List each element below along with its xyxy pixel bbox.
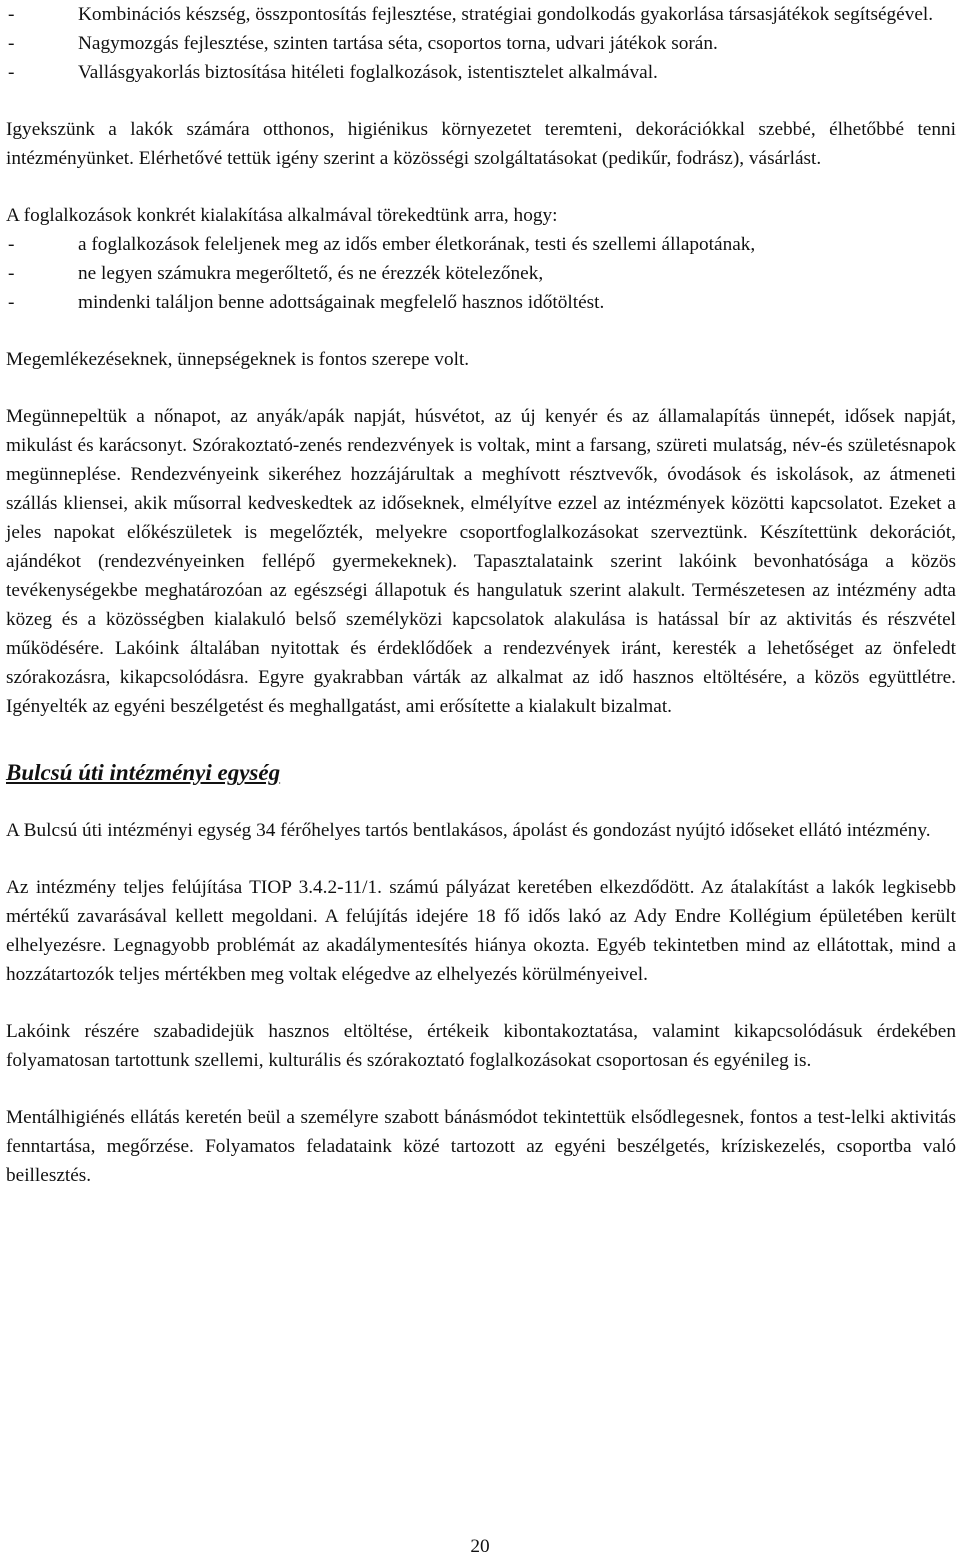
list-item <box>6 29 956 58</box>
document-page <box>6 0 956 1190</box>
list-item <box>6 230 956 259</box>
list-item-text: Vallásgyakorlás biztosítása hitéleti foglalkozások, istentisztelet alkalmával. <box>78 62 658 83</box>
list-item-text: Nagymozgás fejlesztése, szinten tartása séta, csoportos torna, udvari játékok során. <box>78 33 718 54</box>
list-dash: - <box>8 33 15 54</box>
list-dash: - <box>8 62 15 83</box>
paragraph-celebrations: Megemlékezéseknek, ünnepségeknek is fontos szerepe volt. <box>6 349 470 370</box>
paragraph-environment: Igyekszünk a lakók számára otthonos, higiénikus környezetet teremteni, dekorációkkal szebbé, élhetőbbé tenni intézményünket. Elérhetővé tettük igény szerint a közösségi szolgáltatásokat (pedikűr, fodrász), vásárlást. <box>6 119 956 169</box>
list-item <box>6 259 956 288</box>
page-number: 20 <box>470 1536 490 1557</box>
paragraph-goals-intro: A foglalkozások konkrét kialakítása alkalmával törekedtünk arra, hogy: <box>6 205 558 226</box>
list-item-text: mindenki találjon benne adottságainak megfelelő hasznos időtöltést. <box>78 292 605 313</box>
list-dash: - <box>8 4 15 25</box>
activities-list <box>6 0 956 87</box>
paragraph-renovation: Az intézmény teljes felújítása TIOP 3.4.2-11/1. számú pályázat keretében elkezdődött. Az átalakítást a lakók legkisebb mértékű zavarásával kellett megoldani. A felújítás idejére 18 fő idős lakó az Ady Endre Kollégium épületében került elhelyezésre. Legnagyobb problémát az akadálymentesítés hiánya okozta. Egyéb tekintetben mind az ellátottak, mind a hozzátartozók teljes mértékben meg voltak elégedve az elhelyezés körülményeivel. <box>6 877 956 985</box>
list-item-text: a foglalkozások feleljenek meg az idős ember életkorának, testi és szellemi állapotának, <box>78 234 756 255</box>
list-item-text: ne legyen számukra megerőltető, és ne érezzék kötelezőnek, <box>78 263 544 284</box>
list-dash: - <box>8 292 15 313</box>
list-item <box>6 288 956 317</box>
list-dash: - <box>8 234 15 255</box>
paragraph-events: Megünnepeltük a nőnapot, az anyák/apák napját, húsvétot, az új kenyér és az államalapítás ünnepét, idősek napját, mikulást és karácsonyt. Szórakoztató-zenés rendezvények is voltak, mint a farsang, szüreti mulatság, név-és születésnapok megünneplése. Rendezvényeink sikeréhez hozzájárultak a meghívott résztvevők, óvodások és iskolások, az átmeneti szállás kliensei, akik műsorral kedveskedtek az időseknek, elmélyítve ezzel az intézmények közötti kapcsolatot. Ezeket a jeles napokat előkészületek is megelőzték, melyekre csoportfoglalkozásokat szerveztünk. Készítettünk dekorációt, ajándékot (rendezvényeinken fellépő gyermekeknek). Tapasztalataink szerint lakóink bevonhatósága a közös tevékenységekbe meghatározóan az egészségi állapotuk és hangulatuk szerint alakult. Természetesen az intézmény adta közeg és a közösségben kialakuló belső személyközi kapcsolatok alakulása is hatással bír az aktivitás és részvétel működésére. Lakóink általában nyitottak és érdeklődőek a rendezvények iránt, keresték a lehetőséget az önfeledt szórakozásra, kikapcsolódásra. Egyre gyakrabban várták az alkalmat az idő hasznos eltöltésére, a közös együttlétre. Igényelték az egyéni beszélgetést és meghallgatást, ami erősítette a kialakult bizalmat. <box>6 406 956 717</box>
paragraph-mental-health: Mentálhigiénés ellátás keretén beül a személyre szabott bánásmódot tekintettük elsődlegesnek, fontos a test-lelki aktivitás fenntartása, megőrzése. Folyamatos feladataink közé tartozott az egyéni beszélgetés, kríziskezelés, csoportba való beillesztés. <box>6 1107 956 1186</box>
section-heading: Bulcsú úti intézményi egység <box>6 760 281 785</box>
paragraph-bulcsu-intro: A Bulcsú úti intézményi egység 34 férőhelyes tartós bentlakásos, ápolást és gondozást nyújtó időseket ellátó intézmény. <box>6 820 931 841</box>
goals-list <box>6 230 956 317</box>
list-dash: - <box>8 263 15 284</box>
list-item <box>6 0 956 29</box>
list-item <box>6 58 956 87</box>
paragraph-leisure: Lakóink részére szabadidejük hasznos eltöltése, értékeik kibontakoztatása, valamint kikapcsolódásuk érdekében folyamatosan tartottunk szellemi, kulturális és szórakoztató foglalkozásokat csoportosan és egyénileg is. <box>6 1021 956 1071</box>
list-item-text: Kombinációs készség, összpontosítás fejlesztése, stratégiai gondolkodás gyakorlása társasjátékok segítségével. <box>78 4 934 25</box>
